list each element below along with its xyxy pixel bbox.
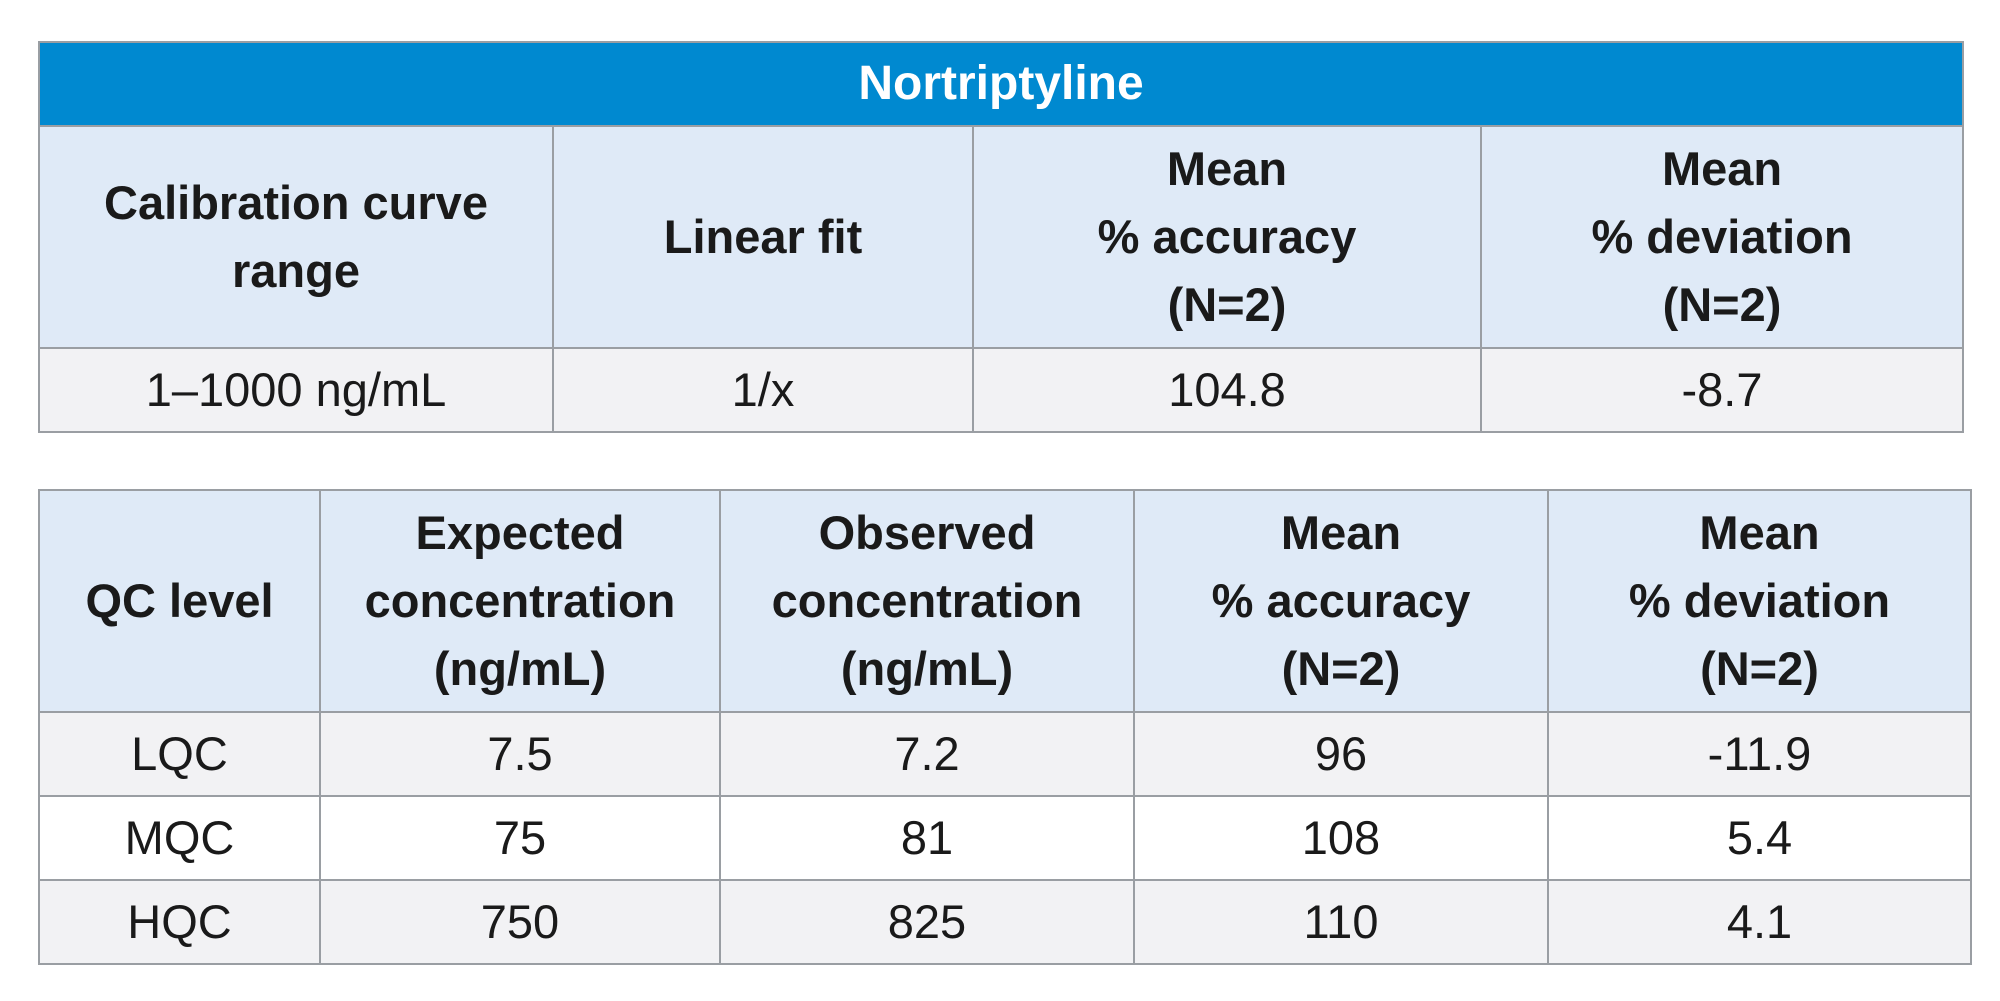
header-line: concentration (364, 574, 676, 627)
header-mean-deviation (1481, 126, 1963, 348)
cell-deviation: -11.9 (1548, 712, 1971, 796)
cell-qc-level: LQC (39, 712, 320, 796)
header-line: Mean (1280, 506, 1402, 559)
cell-expected: 7.5 (320, 712, 720, 796)
cell-expected: 750 (320, 880, 720, 964)
table-row (39, 880, 1971, 964)
cell-observed: 825 (720, 880, 1134, 964)
header-mean-deviation (1548, 490, 1971, 712)
header-line: QC level (85, 574, 274, 627)
header-line: Mean (1166, 142, 1288, 195)
cell-calibration-range: 1–1000 ng/mL (39, 348, 553, 432)
calibration-table (38, 41, 1964, 433)
header-calibration-range (39, 126, 553, 348)
cell-accuracy: 108 (1134, 796, 1548, 880)
header-line: Expected (415, 506, 625, 559)
header-line: (ng/mL) (433, 642, 607, 695)
cell-deviation: 4.1 (1548, 880, 1971, 964)
table-row (39, 796, 1971, 880)
header-line: Observed (818, 506, 1036, 559)
header-linear-fit (553, 126, 973, 348)
header-line: % deviation (1591, 210, 1853, 263)
header-line: % accuracy (1097, 210, 1357, 263)
table-title: Nortriptyline (39, 42, 1963, 126)
header-mean-accuracy (973, 126, 1481, 348)
header-observed-concentration (720, 490, 1134, 712)
cell-deviation: 5.4 (1548, 796, 1971, 880)
header-line: range (232, 244, 360, 297)
header-mean-accuracy (1134, 490, 1548, 712)
table-row (39, 712, 1971, 796)
cell-observed: 7.2 (720, 712, 1134, 796)
cell-mean-accuracy: 104.8 (973, 348, 1481, 432)
header-line: Calibration curve (104, 176, 488, 229)
table-row (39, 348, 1963, 432)
header-line: (ng/mL) (840, 642, 1014, 695)
header-line: (N=2) (1662, 278, 1782, 331)
cell-mean-deviation: -8.7 (1481, 348, 1963, 432)
qc-table (38, 489, 1972, 965)
header-line: Mean (1661, 142, 1783, 195)
header-line: (N=2) (1167, 278, 1287, 331)
header-line: (N=2) (1700, 642, 1819, 695)
header-line: Mean (1699, 506, 1820, 559)
header-line: Linear fit (663, 210, 863, 263)
cell-observed: 81 (720, 796, 1134, 880)
header-expected-concentration (320, 490, 720, 712)
cell-qc-level: MQC (39, 796, 320, 880)
cell-accuracy: 96 (1134, 712, 1548, 796)
header-qc-level (39, 490, 320, 712)
cell-qc-level: HQC (39, 880, 320, 964)
header-line: % deviation (1628, 574, 1891, 627)
header-line: % accuracy (1211, 574, 1471, 627)
cell-linear-fit: 1/x (553, 348, 973, 432)
cell-expected: 75 (320, 796, 720, 880)
header-line: (N=2) (1281, 642, 1401, 695)
cell-accuracy: 110 (1134, 880, 1548, 964)
header-line: concentration (771, 574, 1083, 627)
